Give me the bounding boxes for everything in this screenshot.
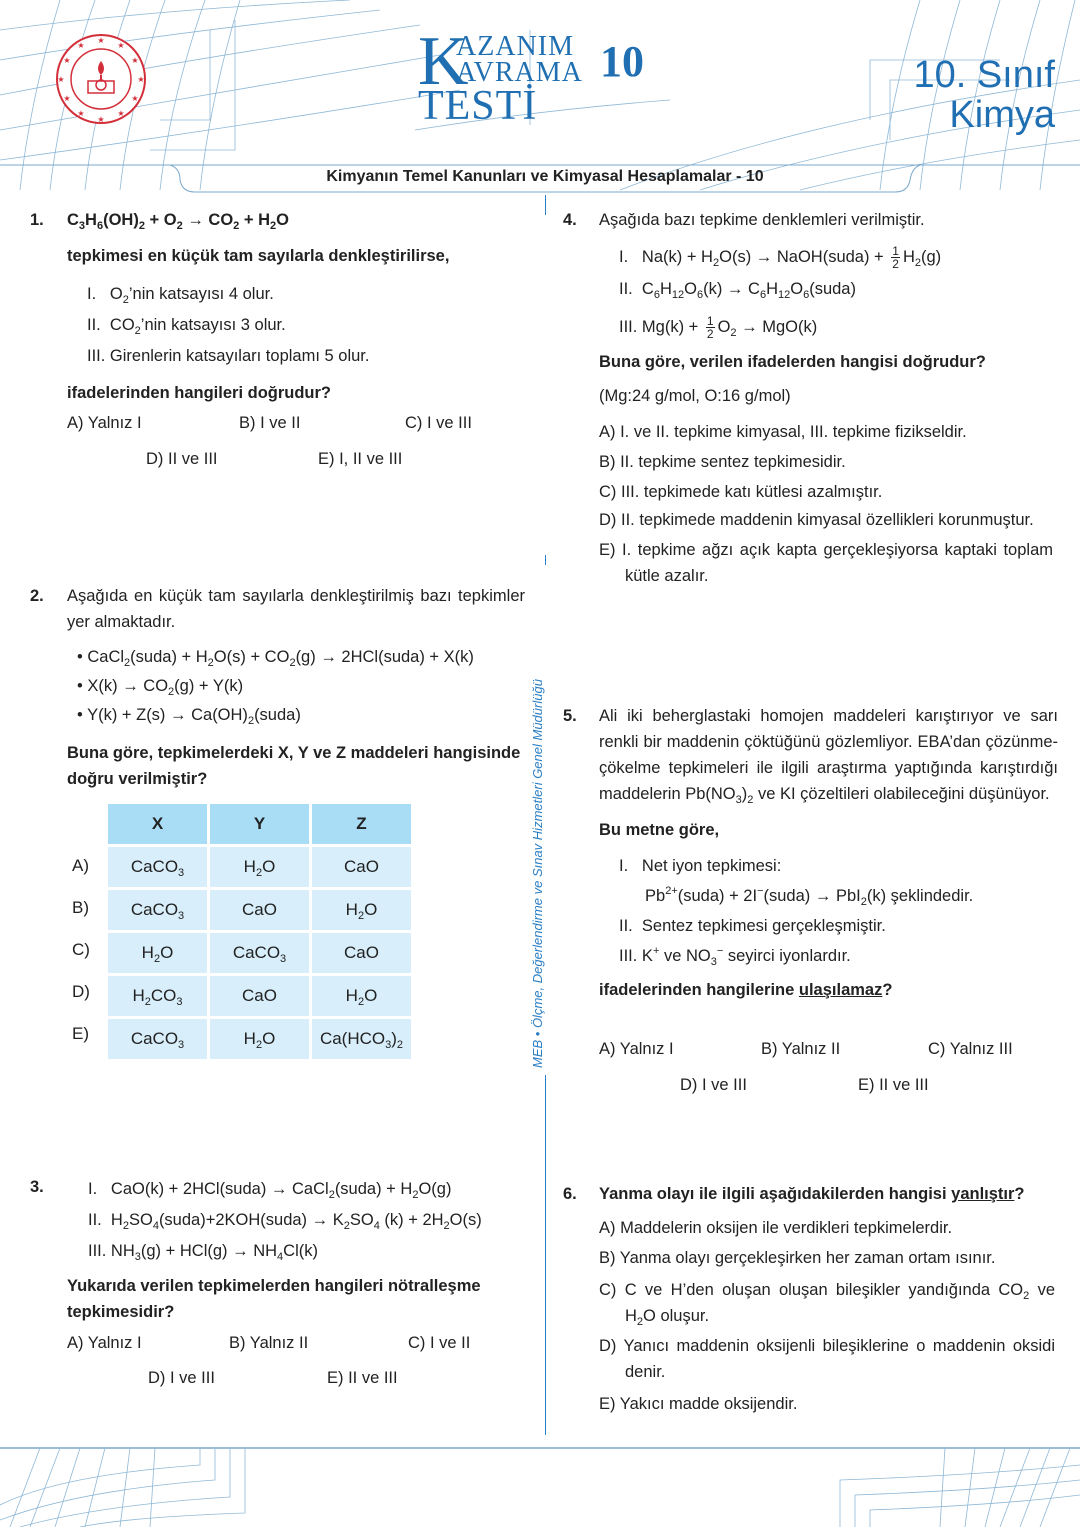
q3-option-d[interactable]: D) I ve III bbox=[148, 1369, 215, 1387]
q6-option-a[interactable]: A) Maddelerin oksijen ile verdikleri tepkimelerdir. bbox=[599, 1219, 953, 1237]
unit-title: Kimyanın Temel Kanunları ve Kimyasal Hesaplamalar - 10 bbox=[326, 168, 764, 185]
q3-option-a[interactable]: A) Yalnız I bbox=[67, 1334, 142, 1352]
cell-x: $H_2CO_3$ bbox=[108, 976, 207, 1016]
q5-question-text: ifadelerinden hangilerine bbox=[599, 981, 799, 999]
question-number: 3. bbox=[30, 1178, 44, 1196]
q4-question: Buna göre, verilen ifadelerden hangisi doğrudur? bbox=[599, 353, 986, 371]
q1-statement-3: III. Girenlerin katsayıları toplamı 5 olur. bbox=[87, 347, 370, 365]
meb-seal-logo bbox=[55, 33, 147, 125]
brand-line-1: AZANIM bbox=[456, 31, 574, 62]
table-row[interactable] bbox=[108, 933, 411, 973]
cell-z: $Ca(HCO_3)_2$ bbox=[312, 1019, 411, 1059]
cell-z: $H_2O$ bbox=[312, 976, 411, 1016]
brand-line-2: AVRAMA bbox=[456, 57, 583, 88]
q3-reaction-2: II. $H_2SO_4(suda)+2KOH(suda) \to K_2SO_4$ $(k) + 2H_2O(s)$ bbox=[88, 1211, 482, 1232]
q6-question bbox=[599, 1181, 1063, 1207]
cell-y: $H_2O$ bbox=[210, 1019, 309, 1059]
q4-option-c[interactable]: C) III. tepkimede katı kütlesi azalmıştır. bbox=[599, 483, 883, 501]
question-number: 5. bbox=[563, 707, 577, 725]
q4-reaction-1: I. $Na(k) + H_2O(s)$ → NaOH(suda) + $\frac{1}{2}$ $H_2(g)$ bbox=[619, 244, 942, 272]
q1-stem: tepkimesi en küçük tam sayılarla denkleştirilirse, bbox=[67, 247, 450, 265]
q5-option-d[interactable]: D) I ve III bbox=[680, 1076, 747, 1094]
q6-option-c[interactable]: C) C ve H’den oluşan oluşan bileşikler yandığında $CO_2$ ve $H_2O$ oluşur. bbox=[599, 1281, 1055, 1328]
q2-option-a-label[interactable]: A) bbox=[72, 856, 89, 875]
sidebar-divider-head bbox=[545, 195, 546, 215]
svg-text:★: ★ bbox=[137, 75, 145, 84]
test-number: 10 bbox=[600, 37, 644, 86]
q3-reaction-1: I. CaO(k) + 2HCl(suda) → CaCl$_2$(suda) + $H_2O(g)$ bbox=[88, 1180, 452, 1201]
cell-y: $H_2O$ bbox=[210, 847, 309, 887]
q5-statement-3: III. K+ ve $NO_3^-$ seyirci iyonlardır. bbox=[619, 945, 851, 968]
q5-option-b[interactable]: B) Yalnız II bbox=[761, 1040, 841, 1058]
q6-option-d[interactable]: D) Yanıcı maddenin oksijenli bileşiklerine o maddenin oksidi denir. bbox=[599, 1337, 1055, 1381]
q6-question-emphasis: yanlıştır bbox=[951, 1185, 1015, 1203]
svg-text:★: ★ bbox=[117, 109, 125, 118]
q5-option-a[interactable]: A) Yalnız I bbox=[599, 1040, 674, 1058]
q5-statement-1: I. Net iyon tepkimesi: $Pb^{2+}(suda)$ + 2I−(suda) → PbI$_2$(k) şeklindedir. bbox=[619, 857, 974, 908]
cell-x: CaCO$_3$ bbox=[108, 847, 207, 887]
footer-line-pattern bbox=[0, 1445, 1080, 1527]
question-3 bbox=[30, 1174, 530, 1325]
q1-statement-2: II. $CO_2’nin$ katsayısı 3 olur. bbox=[87, 316, 286, 337]
brand-wordmark bbox=[418, 23, 593, 129]
svg-text:★: ★ bbox=[117, 41, 125, 50]
cell-x: CaCO$_3$ bbox=[108, 890, 207, 930]
sidebar-divider-bottom bbox=[545, 1075, 546, 1435]
q5-question-emphasis: ulaşılamaz bbox=[798, 981, 883, 999]
q4-option-a[interactable]: A) I. ve II. tepkime kimyasal, III. tepkime fizikseldir. bbox=[599, 423, 967, 441]
q6-option-e[interactable]: E) Yakıcı madde oksijendir. bbox=[599, 1395, 798, 1413]
q3-option-e[interactable]: E) II ve III bbox=[327, 1369, 398, 1387]
q2-reaction-2: • $X(k) \to CO_2(g) + Y(k)$ bbox=[77, 677, 244, 698]
q5-option-e[interactable]: E) II ve III bbox=[858, 1076, 929, 1094]
q4-given: (Mg:24 g/mol, O:16 g/mol) bbox=[599, 387, 791, 405]
q5-question-mark: ? bbox=[882, 981, 893, 999]
question-number: 2. bbox=[30, 587, 44, 605]
cell-z: CaO bbox=[312, 933, 411, 973]
table-row[interactable] bbox=[108, 847, 411, 887]
question-number: 1. bbox=[30, 211, 44, 229]
q3-option-b[interactable]: B) Yalnız II bbox=[229, 1334, 309, 1352]
svg-text:★: ★ bbox=[63, 56, 71, 65]
q5-stem: Ali iki beherglastaki homojen maddeleri karıştırıyor ve sarı renkli bir maddenin çöktüğünü gözlemliyor. EBA’dan çözünme-çökelme tepkimeleri ile ilgili araştırma yaptığında karıştırdığı maddelerin $Pb(NO_3)_2$ ve KI çözeltileri olabileceğini düşünüyor. bbox=[599, 707, 1058, 806]
q6-question-mark: ? bbox=[1014, 1185, 1025, 1203]
q3-question: Yukarıda verilen tepkimelerden hangileri nötralleşme tepkimesidir? bbox=[67, 1277, 481, 1321]
cell-x: CaCO$_3$ bbox=[108, 1019, 207, 1059]
q4-option-e[interactable]: E) I. tepkime ağzı açık kapta gerçekleşiyorsa kaptaki toplam kütle azalır. bbox=[599, 541, 1053, 585]
table-row[interactable] bbox=[108, 976, 411, 1016]
q2-option-b-label[interactable]: B) bbox=[72, 898, 89, 917]
table-header-row bbox=[108, 804, 411, 844]
column-header-y: Y bbox=[210, 804, 309, 844]
cell-y: CaCO$_3$ bbox=[210, 933, 309, 973]
q1-equation: $C_3H_6(OH)_2 + O_2 \to CO_2 + H_2O$ bbox=[67, 211, 289, 232]
svg-text:★: ★ bbox=[97, 115, 105, 124]
seal-icon bbox=[55, 33, 147, 125]
grade-label: 10. Sınıf bbox=[913, 54, 1055, 96]
sidebar-divider-top bbox=[545, 555, 546, 565]
question-number: 4. bbox=[563, 211, 577, 229]
column-header-x: X bbox=[108, 804, 207, 844]
svg-text:★: ★ bbox=[77, 41, 85, 50]
q2-option-c-label[interactable]: C) bbox=[72, 940, 90, 959]
q2-stem: Aşağıda en küçük tam sayılarla denkleştirilmiş bazı tepkimler yer almaktadır. bbox=[67, 587, 525, 631]
table-row[interactable] bbox=[108, 1019, 411, 1059]
question-5 bbox=[563, 703, 1058, 1003]
q5-statement-2: II. Sentez tepkimesi gerçekleşmiştir. bbox=[619, 917, 886, 935]
q4-option-b[interactable]: B) II. tepkime sentez tepkimesidir. bbox=[599, 453, 846, 471]
q1-option-c[interactable]: C) I ve III bbox=[405, 414, 472, 432]
q5-lead: Bu metne göre, bbox=[599, 821, 720, 839]
q3-reaction-3: III. $NH_3(g) + HCl(g) \to NH_4Cl(k)$ bbox=[88, 1242, 318, 1263]
q2-options-table bbox=[105, 801, 414, 1062]
cell-z: CaO bbox=[312, 847, 411, 887]
cell-y: CaO bbox=[210, 890, 309, 930]
svg-text:★: ★ bbox=[57, 75, 65, 84]
q2-option-d-label[interactable]: D) bbox=[72, 982, 90, 1001]
grade-subject bbox=[860, 55, 1055, 135]
q4-stem: Aşağıda bazı tepkime denklemleri verilmiştir. bbox=[599, 211, 925, 229]
question-4 bbox=[563, 207, 1058, 589]
q5-option-c[interactable]: C) Yalnız III bbox=[928, 1040, 1013, 1058]
q6-question-text: Yanma olayı ile ilgili aşağıdakilerden hangisi bbox=[599, 1185, 952, 1203]
q2-question: Buna göre, tepkimelerdeki X, Y ve Z maddeleri hangisinde doğru verilmiştir? bbox=[67, 744, 521, 788]
q2-reaction-1: • CaCl$_2$(suda) + $H_2O(s) + CO_2(g)$ → 2HCl(suda) + X(k) bbox=[77, 648, 474, 669]
question-1 bbox=[30, 207, 530, 406]
q1-statement-1: I. $O_2’nin$ katsayısı 4 olur. bbox=[87, 285, 274, 306]
svg-text:★: ★ bbox=[63, 94, 71, 103]
svg-text:★: ★ bbox=[97, 36, 105, 45]
svg-text:★: ★ bbox=[131, 56, 139, 65]
question-number: 6. bbox=[563, 1185, 577, 1203]
q1-option-d[interactable]: D) II ve III bbox=[146, 450, 218, 468]
svg-text:★: ★ bbox=[131, 94, 139, 103]
column-header-z: Z bbox=[312, 804, 411, 844]
cell-z: $H_2O$ bbox=[312, 890, 411, 930]
brand-k: K bbox=[418, 23, 469, 100]
q4-reaction-2: II. $C_6H_{12}O_6(k)$ → $C_6H_{12}O_6(suda)$ bbox=[619, 280, 856, 301]
q6-option-b[interactable]: B) Yanma olayı gerçekleşirken her zaman ortam ısınır. bbox=[599, 1249, 996, 1267]
q4-option-d[interactable]: D) II. tepkimede maddenin kimyasal özellikleri korunmuştur. bbox=[599, 511, 1034, 529]
q1-option-e[interactable]: E) I, II ve III bbox=[318, 450, 403, 468]
sidebar-caption: MEB • Ölçme, Değerlendirme ve Sınav Hizmetleri Genel Müdürlüğü bbox=[530, 679, 545, 1068]
cell-y: CaO bbox=[210, 976, 309, 1016]
q3-option-c[interactable]: C) I ve II bbox=[408, 1334, 471, 1352]
subject-label: Kimya bbox=[949, 94, 1055, 136]
brand-line-3: TESTİ bbox=[418, 83, 538, 129]
svg-text:★: ★ bbox=[77, 109, 85, 118]
q2-reaction-3: • $Y(k) + Z(s) \to Ca(OH)_2(suda)$ bbox=[77, 706, 301, 727]
cell-x: $H_2O$ bbox=[108, 933, 207, 973]
q2-option-e-label[interactable]: E) bbox=[72, 1024, 89, 1043]
q4-reaction-3: III. Mg(k) + $\frac{1}{2}$ $O_2 \to MgO(k)$ bbox=[619, 314, 818, 342]
table-row[interactable] bbox=[108, 890, 411, 930]
q1-option-a[interactable]: A) Yalnız I bbox=[67, 414, 142, 432]
question-6 bbox=[563, 1181, 1063, 1419]
q1-question: ifadelerinden hangileri doğrudur? bbox=[67, 384, 332, 402]
question-2 bbox=[30, 583, 525, 792]
q1-option-b[interactable]: B) I ve II bbox=[239, 414, 301, 432]
q5-question bbox=[599, 977, 1058, 1003]
